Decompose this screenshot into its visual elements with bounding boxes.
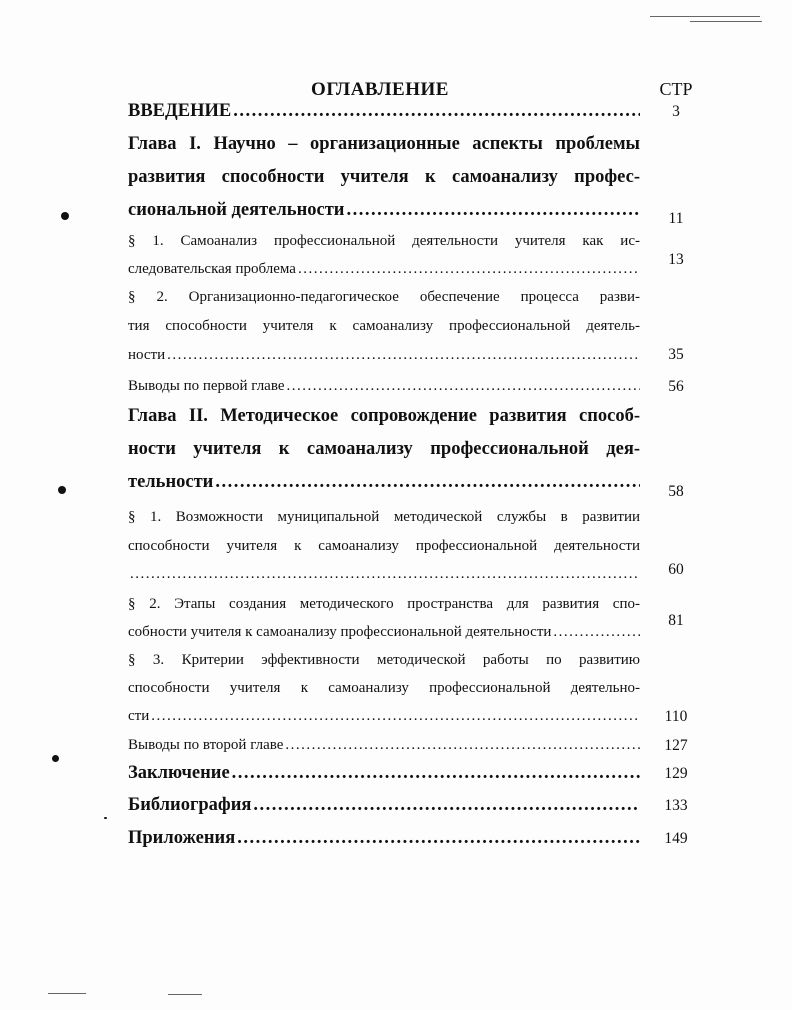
leader-dots <box>253 795 640 816</box>
page-column-header: СТР <box>659 79 693 99</box>
scan-artifact-line <box>690 21 762 22</box>
toc-page-number: 129 <box>664 765 688 782</box>
toc-entry-text: ности <box>128 347 166 363</box>
toc-page-number: 81 <box>668 612 684 629</box>
toc-entry-conclusion <box>128 763 640 784</box>
toc-entry-section-1-2-line-1: § 2. Организационно-педагогическое обеспечение процесса разви- <box>128 289 640 305</box>
scan-artifact-line <box>48 993 86 994</box>
toc-entry-text: Выводы по второй главе <box>128 737 284 753</box>
leader-dots <box>298 261 640 278</box>
toc-entry-text: сти <box>128 708 150 724</box>
toc-page-number: 3 <box>672 103 680 120</box>
toc-entry-text: Приложения <box>128 828 236 848</box>
toc-entry-section-2-1-line-2: способности учителя к самоанализу профессиональной деятельности <box>128 538 640 554</box>
toc-entry-section-2-2-line-2 <box>128 624 640 641</box>
leader-dots <box>232 763 640 784</box>
punch-hole-mark <box>58 486 66 494</box>
toc-entry-chapter-2-line-1: Глава II. Методическое сопровождение развития способ- <box>128 406 640 426</box>
leader-dots <box>287 378 641 395</box>
toc-entry-introduction <box>128 101 640 122</box>
punch-hole-mark <box>52 755 59 762</box>
leader-dots <box>233 101 640 122</box>
toc-page-number: 56 <box>668 378 684 395</box>
toc-entry-chapter-1-line-3 <box>128 200 640 221</box>
toc-entry-chapter-1-conclusions <box>128 378 640 395</box>
scan-artifact-line <box>168 994 202 995</box>
toc-page-number: 149 <box>664 830 688 847</box>
toc-entry-section-1-1-line-2 <box>128 261 640 278</box>
toc-entry-text: следовательская проблема <box>128 261 296 277</box>
scan-artifact-line <box>650 16 760 17</box>
leader-dots <box>167 347 640 364</box>
toc-entry-section-2-3-line-1: § 3. Критерии эффективности методической работы по развитию <box>128 652 640 668</box>
toc-entry-section-2-3-line-2: способности учителя к самоанализу профессиональной деятельно- <box>128 680 640 696</box>
toc-entry-text: тельности <box>128 472 214 492</box>
toc-entry-text: Библиография <box>128 795 252 815</box>
toc-entry-bibliography <box>128 795 640 816</box>
toc-entry-chapter-2-line-2: ности учителя к самоанализу профессиональной дея- <box>128 439 640 459</box>
toc-entry-chapter-2-line-3 <box>128 472 640 493</box>
leader-dots <box>215 472 640 493</box>
toc-page-number: 127 <box>664 737 688 754</box>
toc-entry-section-1-2-line-3 <box>128 347 640 364</box>
toc-page-number: 133 <box>664 797 688 814</box>
toc-page-number: 60 <box>668 561 684 578</box>
toc-entry-section-2-2-line-1: § 2. Этапы создания методического пространства для развития спо- <box>128 596 640 612</box>
toc-entry-section-2-1-line-3 <box>128 566 640 583</box>
toc-page-number: 13 <box>668 251 684 268</box>
toc-page-number: 110 <box>664 708 688 725</box>
scan-speck <box>104 817 107 819</box>
toc-entry-section-1-2-line-2: тия способности учителя к самоанализу профессиональной деятель- <box>128 318 640 334</box>
leader-dots <box>130 566 640 583</box>
leader-dots <box>237 828 640 849</box>
toc-page-number: 11 <box>668 210 684 227</box>
toc-entry-text: собности учителя к самоанализу профессиональной деятельности <box>128 624 552 640</box>
toc-entry-chapter-1-line-1: Глава I. Научно – организационные аспекты проблемы <box>128 134 640 154</box>
toc-entry-text: ВВЕДЕНИЕ <box>128 101 232 121</box>
toc-page-number: 58 <box>668 483 684 500</box>
toc-entry-section-2-3-line-3 <box>128 708 640 725</box>
punch-hole-mark <box>61 212 69 220</box>
toc-entry-text: Выводы по первой главе <box>128 378 285 394</box>
leader-dots <box>346 200 640 221</box>
toc-entry-section-1-1-line-1: § 1. Самоанализ профессиональной деятельности учителя как ис- <box>128 233 640 249</box>
leader-dots <box>553 624 640 641</box>
leader-dots <box>151 708 640 725</box>
toc-entry-appendices <box>128 828 640 849</box>
toc-entry-text: Заключение <box>128 763 230 783</box>
toc-entry-text: сиональной деятельности <box>128 200 345 220</box>
toc-title: ОГЛАВЛЕНИЕ <box>311 79 449 100</box>
toc-entry-chapter-1-line-2: развития способности учителя к самоанализу профес- <box>128 167 640 187</box>
toc-page-number: 35 <box>668 346 684 363</box>
toc-entry-section-2-1-line-1: § 1. Возможности муниципальной методической службы в развитии <box>128 509 640 525</box>
toc-entry-chapter-2-conclusions <box>128 737 640 754</box>
leader-dots <box>285 737 640 754</box>
